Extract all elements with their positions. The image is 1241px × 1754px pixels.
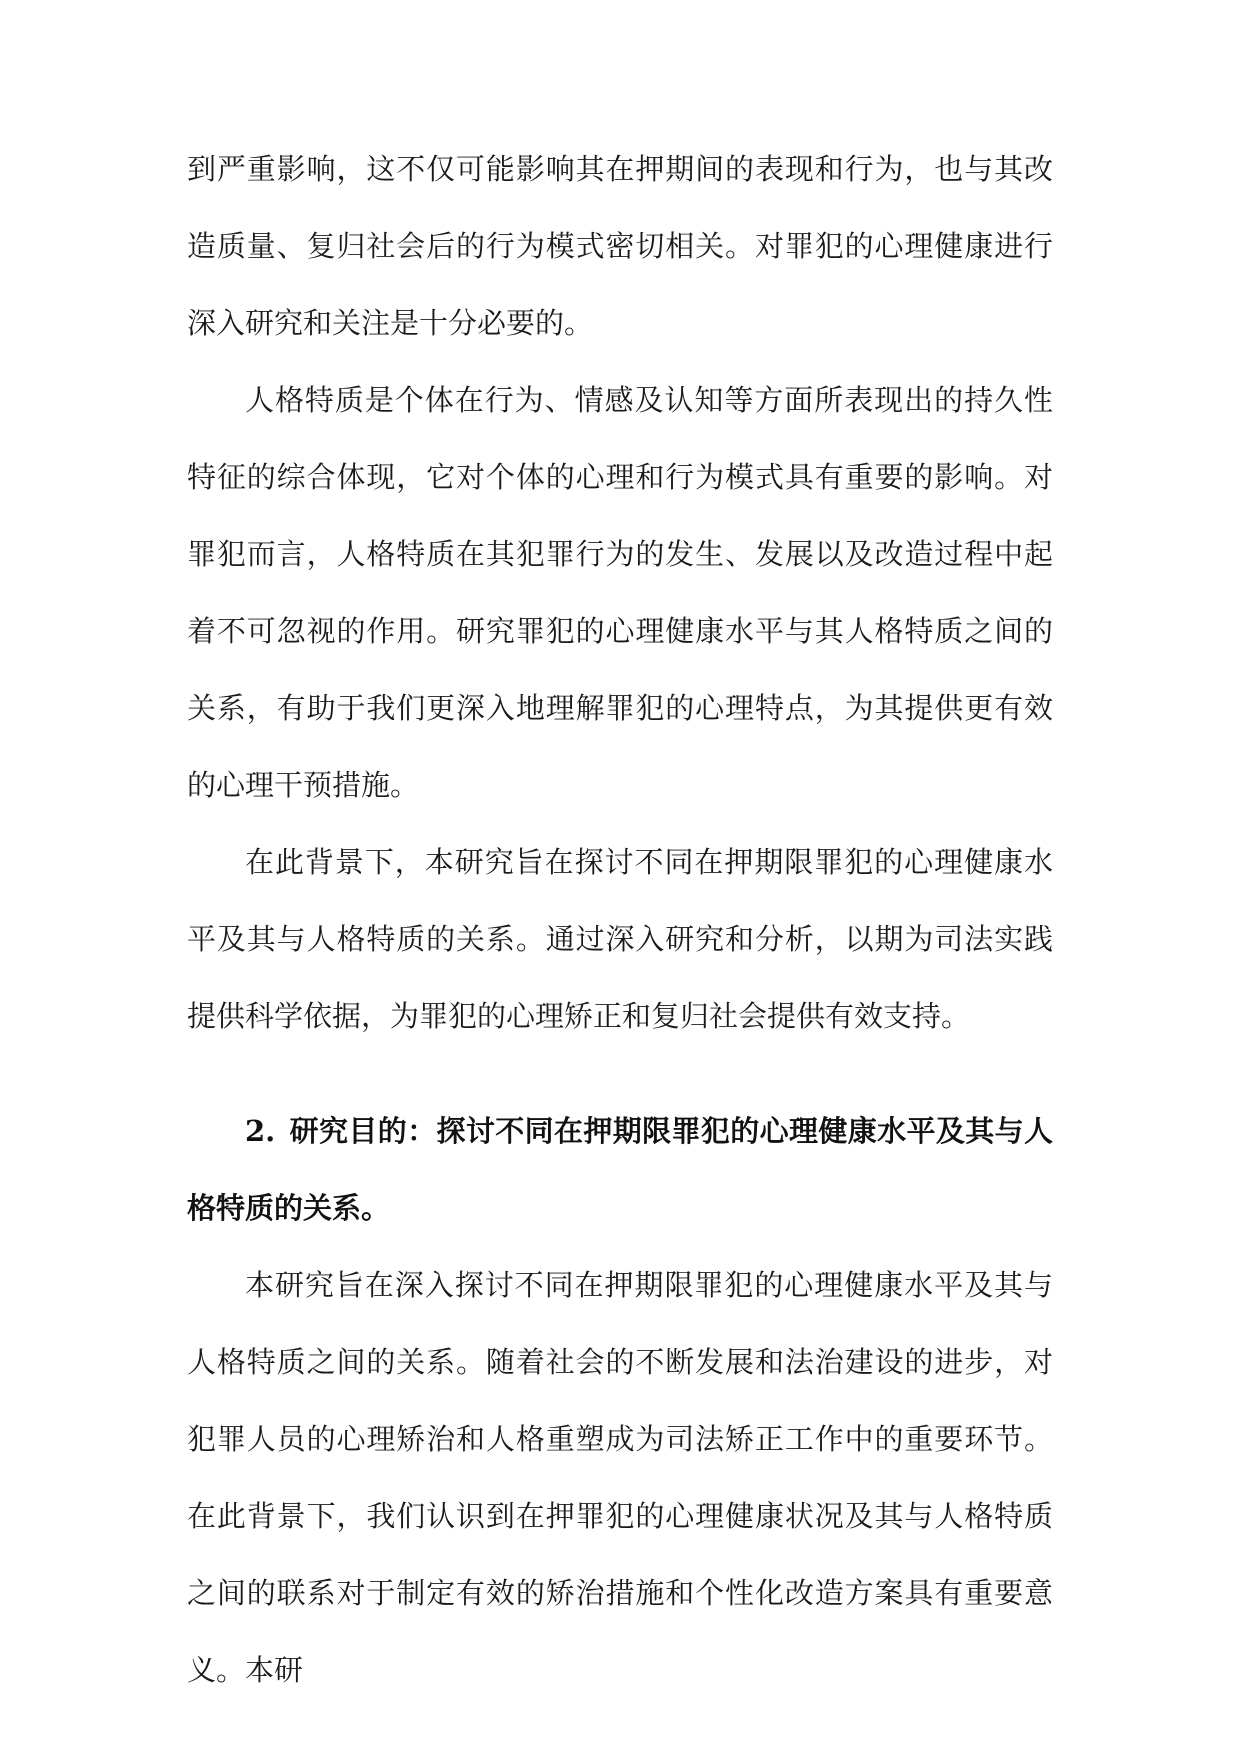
paragraph-research-purpose: 本研究旨在深入探讨不同在押期限罪犯的心理健康水平及其与人格特质之间的关系。随着社会的不断发展和法治建设的进步，对犯罪人员的心理矫治和人格重塑成为司法矫正工作中的重要环节。在此背景下，我们认识到在押罪犯的心理健康状况及其与人格特质之间的联系对于制定有效的矫治措施和个性化改造方案具有重要意义。本研 bbox=[187, 1268, 1053, 1687]
paragraph-continuation: 到严重影响，这不仅可能影响其在押期间的表现和行为，也与其改造质量、复归社会后的行为模式密切相关。对罪犯的心理健康进行深入研究和关注是十分必要的。 bbox=[187, 152, 1053, 340]
paragraph-research-background: 在此背景下，本研究旨在探讨不同在押期限罪犯的心理健康水平及其与人格特质的关系。通过深入研究和分析，以期为司法实践提供科学依据，为罪犯的心理矫正和复归社会提供有效支持。 bbox=[187, 845, 1053, 1033]
paragraph-personality-traits: 人格特质是个体在行为、情感及认知等方面所表现出的持久性特征的综合体现，它对个体的心理和行为模式具有重要的影响。对罪犯而言，人格特质在其犯罪行为的发生、发展以及改造过程中起着不可忽视的作用。研究罪犯的心理健康水平与其人格特质之间的关系，有助于我们更深入地理解罪犯的心理特点，为其提供更有效的心理干预措施。 bbox=[187, 383, 1053, 802]
section-number: 2. bbox=[245, 1114, 276, 1148]
section-heading bbox=[187, 1093, 1053, 1247]
section-heading-text: 研究目的：探讨不同在押期限罪犯的心理健康水平及其与人格特质的关系。 bbox=[187, 1114, 1053, 1225]
document-page bbox=[187, 131, 1053, 1709]
